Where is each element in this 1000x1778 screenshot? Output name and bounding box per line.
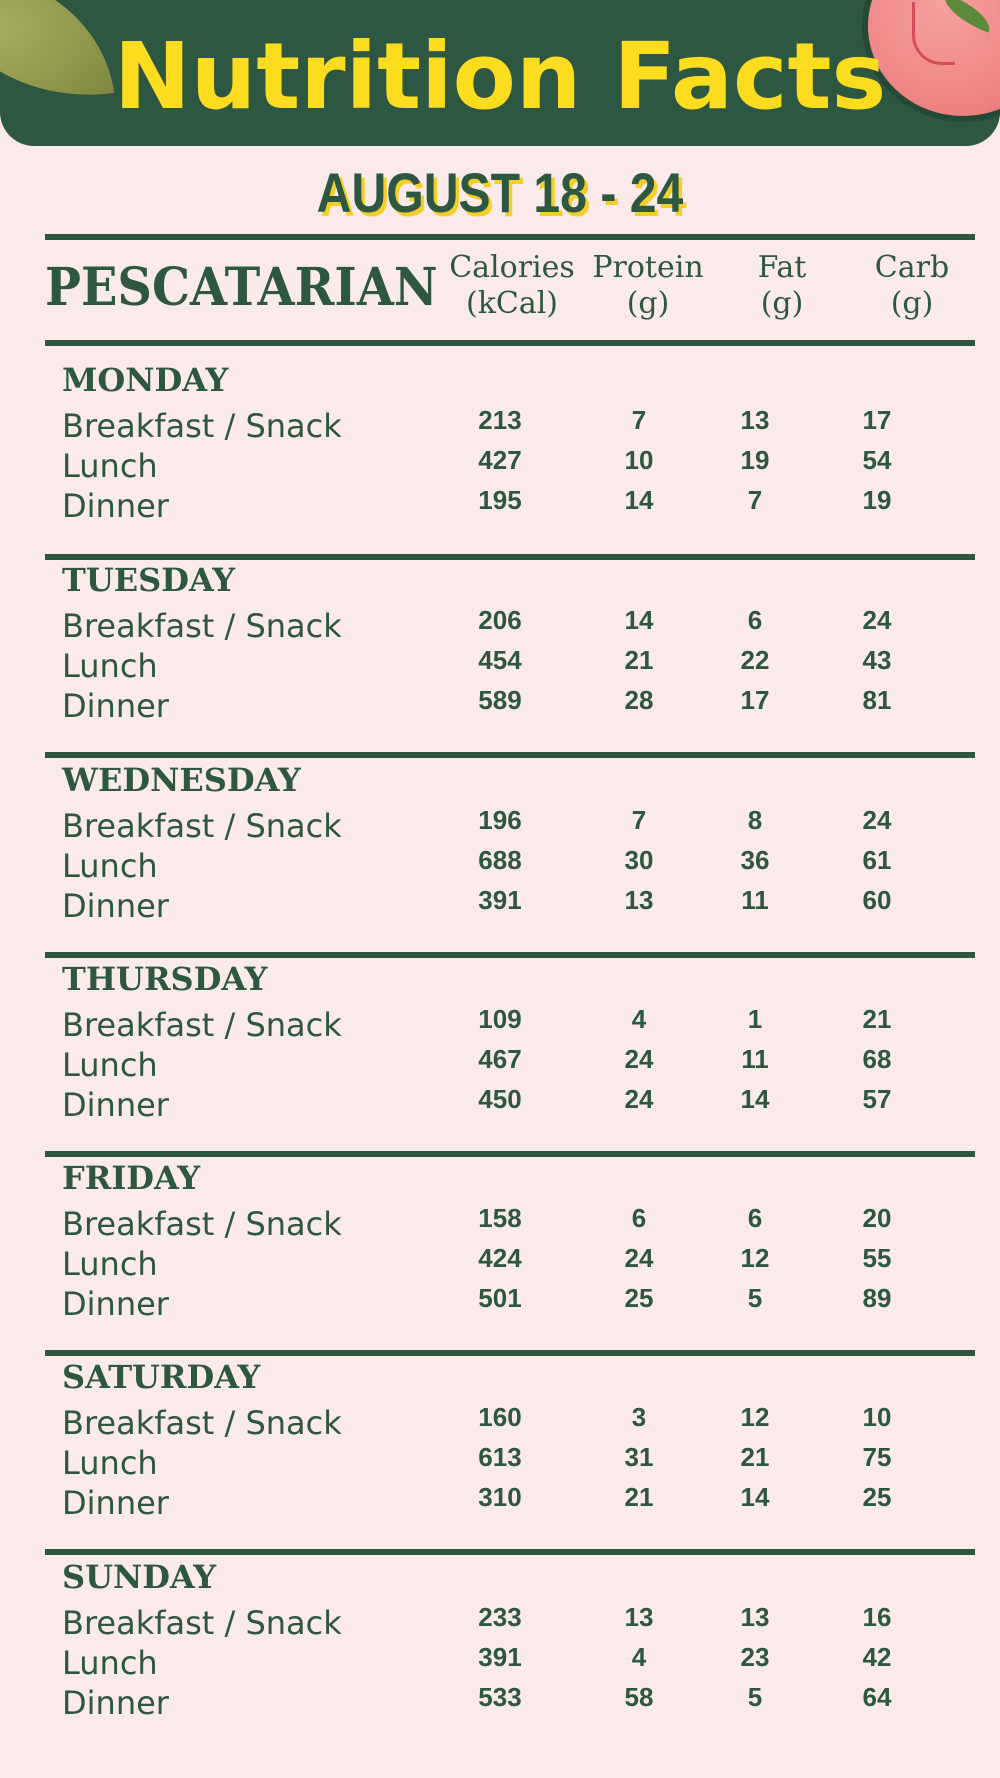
carb-value: 24 <box>862 605 892 635</box>
fat-value: 6 <box>747 1203 763 1233</box>
fat-value: 13 <box>740 1602 770 1632</box>
calories-value: 206 <box>478 605 522 635</box>
meal-label: Breakfast / Snack <box>62 607 342 645</box>
column-header-unit: (g) <box>890 286 934 321</box>
calories-value: 589 <box>478 685 522 715</box>
column-header-protein <box>573 250 723 322</box>
protein-value: 31 <box>624 1442 654 1472</box>
protein-value: 25 <box>624 1283 654 1313</box>
fat-value: 17 <box>740 685 770 715</box>
carb-value: 21 <box>862 1004 892 1034</box>
meal-label: Breakfast / Snack <box>62 1404 342 1442</box>
header-bottom-rule <box>45 340 975 346</box>
fat-value: 13 <box>740 405 770 435</box>
carb-value: 89 <box>862 1283 892 1313</box>
protein-value: 4 <box>631 1004 647 1034</box>
column-header-unit: (g) <box>626 286 670 321</box>
day-label: THURSDAY <box>62 960 268 998</box>
calories-value: 158 <box>478 1203 522 1233</box>
fat-value: 36 <box>740 845 770 875</box>
fat-value: 8 <box>747 805 763 835</box>
column-header-line: Fat <box>757 250 807 285</box>
carb-value: 60 <box>862 885 892 915</box>
meal-label: Lunch <box>62 847 158 885</box>
meal-label: Dinner <box>62 1484 169 1522</box>
page-title: Nutrition Facts <box>113 23 887 130</box>
meal-label: Dinner <box>62 1684 169 1722</box>
carb-value: 19 <box>862 485 892 515</box>
protein-value: 6 <box>631 1203 647 1233</box>
protein-value: 21 <box>624 645 654 675</box>
carb-value: 55 <box>862 1243 892 1273</box>
fat-value: 11 <box>741 1044 769 1074</box>
protein-value: 7 <box>631 405 647 435</box>
carb-value: 61 <box>862 845 892 875</box>
calories-value: 450 <box>478 1084 522 1114</box>
carb-value: 81 <box>862 685 892 715</box>
day-label: SUNDAY <box>62 1558 217 1596</box>
protein-value: 24 <box>624 1084 654 1114</box>
fat-value: 5 <box>747 1682 763 1712</box>
calories-value: 196 <box>478 805 522 835</box>
calories-value: 613 <box>478 1442 522 1472</box>
protein-value: 30 <box>624 845 654 875</box>
fat-value: 11 <box>741 885 769 915</box>
protein-value: 13 <box>624 885 654 915</box>
meal-label: Dinner <box>62 687 169 725</box>
meal-label: Lunch <box>62 1644 158 1682</box>
meal-label: Lunch <box>62 1444 158 1482</box>
carb-value: 17 <box>862 405 892 435</box>
fat-value: 7 <box>747 485 763 515</box>
protein-value: 13 <box>624 1602 654 1632</box>
fat-value: 23 <box>740 1642 770 1672</box>
column-header-line: Protein <box>592 250 704 285</box>
meal-label: Breakfast / Snack <box>62 1205 342 1243</box>
meal-label: Dinner <box>62 887 169 925</box>
meal-label: Dinner <box>62 487 169 525</box>
carb-value: 54 <box>862 445 892 475</box>
calories-value: 391 <box>478 1642 522 1672</box>
column-header-calories <box>437 250 587 322</box>
fat-value: 12 <box>740 1402 770 1432</box>
day-label: TUESDAY <box>62 561 236 599</box>
meal-label: Lunch <box>62 1046 158 1084</box>
day-label: MONDAY <box>62 361 229 399</box>
calories-value: 501 <box>478 1283 522 1313</box>
fat-value: 1 <box>747 1004 763 1034</box>
fat-value: 5 <box>747 1283 763 1313</box>
day-divider <box>45 1151 975 1157</box>
protein-value: 14 <box>624 485 654 515</box>
calories-value: 109 <box>478 1004 522 1034</box>
day-label: WEDNESDAY <box>62 761 301 799</box>
calories-value: 533 <box>478 1682 522 1712</box>
fat-value: 6 <box>747 605 763 635</box>
fat-value: 14 <box>740 1482 770 1512</box>
meal-label: Breakfast / Snack <box>62 1604 342 1642</box>
carb-value: 24 <box>862 805 892 835</box>
meal-label: Breakfast / Snack <box>62 407 342 445</box>
calories-value: 391 <box>478 885 522 915</box>
header-banner <box>0 0 1000 146</box>
calories-value: 310 <box>478 1482 522 1512</box>
carb-value: 20 <box>862 1203 892 1233</box>
meal-label: Lunch <box>62 647 158 685</box>
meal-label: Dinner <box>62 1086 169 1124</box>
protein-value: 21 <box>624 1482 654 1512</box>
day-divider <box>45 752 975 758</box>
carb-value: 68 <box>862 1044 892 1074</box>
fat-value: 22 <box>740 645 770 675</box>
meal-label: Breakfast / Snack <box>62 1006 342 1044</box>
day-label: FRIDAY <box>62 1159 201 1197</box>
carb-value: 64 <box>862 1682 892 1712</box>
carb-value: 16 <box>862 1602 892 1632</box>
diet-label: PESCATARIAN <box>45 257 438 318</box>
meal-label: Breakfast / Snack <box>62 807 342 845</box>
column-header-unit: (g) <box>760 286 804 321</box>
meal-label: Lunch <box>62 447 158 485</box>
calories-value: 427 <box>478 445 522 475</box>
meal-label: Lunch <box>62 1245 158 1283</box>
carb-value: 75 <box>862 1442 892 1472</box>
protein-value: 14 <box>624 605 654 635</box>
protein-value: 24 <box>624 1044 654 1074</box>
table-top-rule <box>45 234 975 240</box>
date-range: AUGUST 18 - 24 <box>316 161 684 224</box>
column-header-line: Calories <box>449 250 575 285</box>
protein-value: 3 <box>631 1402 647 1432</box>
day-label: SATURDAY <box>62 1358 261 1396</box>
column-header-unit: (kCal) <box>465 286 559 321</box>
calories-value: 688 <box>478 845 522 875</box>
column-header-fat <box>707 250 857 322</box>
calories-value: 160 <box>478 1402 522 1432</box>
calories-value: 454 <box>478 645 522 675</box>
protein-value: 28 <box>624 685 654 715</box>
protein-value: 10 <box>624 445 654 475</box>
protein-value: 7 <box>631 805 647 835</box>
carb-value: 57 <box>862 1084 892 1114</box>
carb-value: 42 <box>862 1642 892 1672</box>
carb-value: 43 <box>862 645 892 675</box>
carb-value: 25 <box>862 1482 892 1512</box>
carb-value: 10 <box>862 1402 892 1432</box>
column-header-line: Carb <box>874 250 950 285</box>
calories-value: 424 <box>478 1243 522 1273</box>
calories-value: 213 <box>478 405 522 435</box>
column-header-carb <box>837 250 987 322</box>
fat-value: 14 <box>740 1084 770 1114</box>
fat-value: 21 <box>740 1442 770 1472</box>
protein-value: 4 <box>631 1642 647 1672</box>
day-divider <box>45 1549 975 1555</box>
fat-value: 12 <box>740 1243 770 1273</box>
meal-label: Dinner <box>62 1285 169 1323</box>
calories-value: 233 <box>478 1602 522 1632</box>
day-divider <box>45 952 975 958</box>
protein-value: 24 <box>624 1243 654 1273</box>
calories-value: 195 <box>478 485 522 515</box>
day-divider <box>45 1350 975 1356</box>
protein-value: 58 <box>624 1682 654 1712</box>
fat-value: 19 <box>740 445 770 475</box>
calories-value: 467 <box>478 1044 522 1074</box>
